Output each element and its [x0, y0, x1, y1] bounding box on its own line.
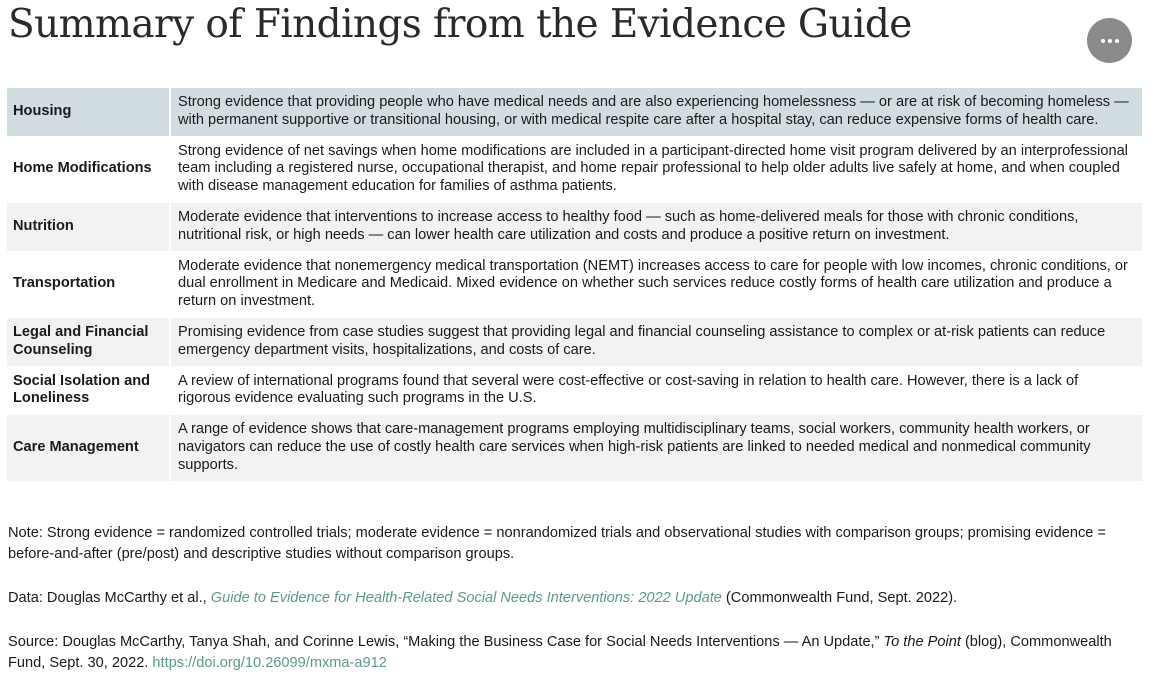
- page-title: Summary of Findings from the Evidence Guide: [8, 2, 912, 47]
- data-citation-suffix: (Commonwealth Fund, Sept. 2022).: [721, 590, 958, 606]
- evidence-note: Note: Strong evidence = randomized controlled trials; moderate evidence = nonrandomized trials and observational studies with comparison groups; promising evidence = before-and-after (pre/post) and descriptive studies without comparison groups.: [8, 525, 1106, 562]
- findings-table-body: [7, 88, 1142, 481]
- table-row: [7, 202, 1142, 251]
- description-cell: Moderate evidence that nonemergency medical transportation (NEMT) increases access to care for people with low incomes, chronic conditions, or dual enrollment in Medicare and Medicaid. Mixed evidence on whether such services reduce costly forms of health care utilization and produce a return on investment.: [178, 257, 1128, 310]
- category-cell: Nutrition: [7, 202, 170, 251]
- more-options-button[interactable]: [1087, 18, 1132, 63]
- findings-table: [7, 88, 1142, 482]
- source-blog-title: To the Point: [883, 634, 961, 650]
- description-cell: Moderate evidence that interventions to increase access to healthy food — such as home-delivered meals for those with chronic conditions, nutritional risk, or high needs — can lower health care utilization and costs and produce a positive return on investment.: [178, 208, 1079, 243]
- category-cell: Transportation: [7, 251, 170, 317]
- category-cell: Care Management: [7, 415, 170, 481]
- table-row: [7, 366, 1142, 415]
- more-horizontal-icon: [1101, 39, 1119, 43]
- table-row: [7, 317, 1142, 366]
- description-cell: Strong evidence that providing people who have medical needs and are also experiencing homelessness — or are at risk of becoming homeless — with permanent supportive or transitional housing, or with medical respite care after a hospital stay, can reduce expensive forms of health care.: [178, 94, 1129, 128]
- data-citation: [8, 588, 1143, 609]
- table-row: [7, 415, 1142, 481]
- description-cell: A range of evidence shows that care-management programs employing multidisciplinary teams, social workers, community health workers, or navigators can reduce the use of costly health care services when high-risk patients are linked to needed medical and nonmedical community supports.: [178, 421, 1091, 473]
- table-row: [7, 88, 1142, 136]
- source-citation: [8, 632, 1143, 674]
- table-row: [7, 136, 1142, 202]
- doi-link[interactable]: https://doi.org/10.26099/mxma-a912: [152, 655, 387, 671]
- table-row: [7, 251, 1142, 317]
- description-cell: A review of international programs found that several were cost-effective or cost-saving in relation to health care. However, there is a lack of rigorous evidence evaluating such programs in the U.S.: [178, 372, 1079, 407]
- category-cell: Legal and Financial Counseling: [7, 317, 170, 366]
- evidence-guide-link[interactable]: Guide to Evidence for Health-Related Social Needs Interventions: 2022 Update: [210, 590, 722, 606]
- source-citation-middle: (blog), Commonwealth Fund, Sept. 30, 2022.: [8, 634, 1112, 671]
- description-cell: Strong evidence of net savings when home modifications are included in a participant-directed home visit program delivered by an interprofessional team including a registered nurse, occupational therapist, and home repair professional to help older adults live safely at home, and when coupled with disease management education for families of asthma patients.: [178, 142, 1128, 195]
- description-cell: Promising evidence from case studies suggest that providing legal and financial counseling assistance to complex or at-risk patients can reduce emergency department visits, hospitalizations, and costs of care.: [178, 323, 1106, 358]
- category-cell: Social Isolation and Loneliness: [7, 366, 170, 415]
- notes-section: [8, 523, 1143, 697]
- category-cell: Home Modifications: [7, 136, 170, 202]
- category-cell: Housing: [7, 88, 170, 136]
- source-citation-prefix: Source: Douglas McCarthy, Tanya Shah, and Corinne Lewis, “Making the Business Case for Social Needs Interventions — An Update,”: [8, 634, 884, 650]
- data-citation-prefix: Data: Douglas McCarthy et al.,: [8, 590, 211, 606]
